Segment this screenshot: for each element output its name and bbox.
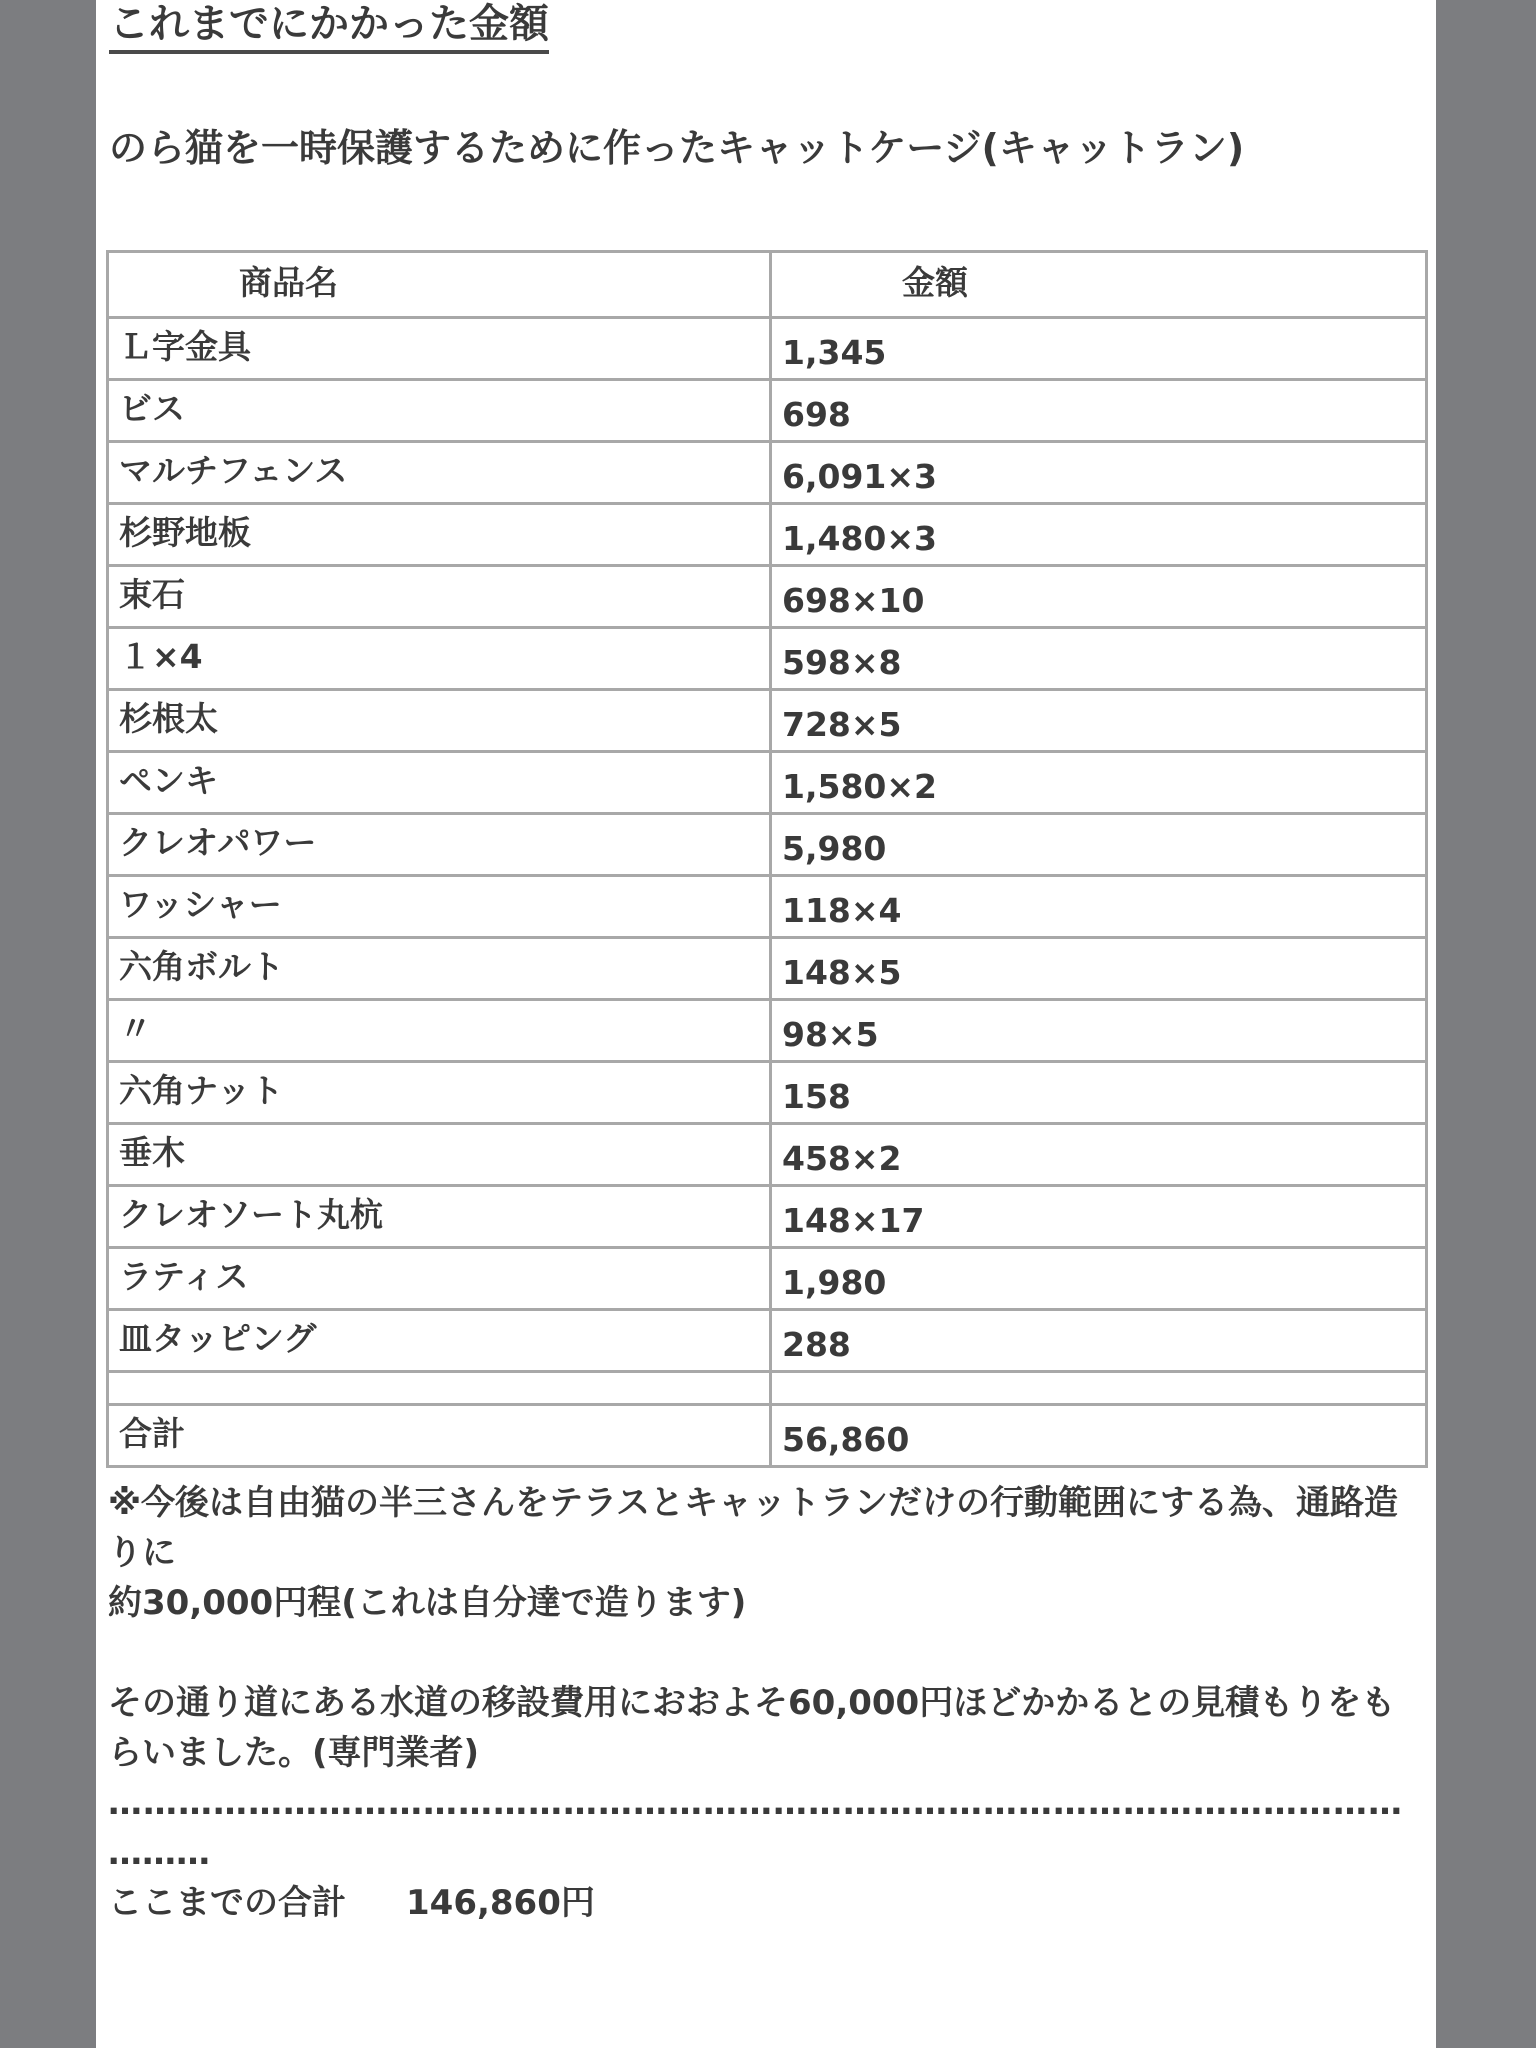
table-row <box>108 752 1427 814</box>
empty-cell <box>108 1372 771 1405</box>
item-name-cell: ラティス <box>108 1248 771 1310</box>
grand-total-line <box>108 1878 1428 1928</box>
amount-cell: 598×8 <box>771 628 1427 690</box>
empty-cell <box>771 1372 1427 1405</box>
amount-cell: 698×10 <box>771 566 1427 628</box>
note-text: 約30,000円程(これは自分達で造ります) <box>108 1583 747 1623</box>
table-row <box>108 1062 1427 1124</box>
amount-cell: 1,345 <box>771 318 1427 380</box>
spacer <box>108 1628 1428 1678</box>
item-name-cell: 杉野地板 <box>108 504 771 566</box>
item-name-cell: 六角ナット <box>108 1062 771 1124</box>
table-row <box>108 1186 1427 1248</box>
amount-cell: 698 <box>771 380 1427 442</box>
amount-cell: 1,580×2 <box>771 752 1427 814</box>
table-row <box>108 1248 1427 1310</box>
amount-cell: 158 <box>771 1062 1427 1124</box>
total-row <box>108 1405 1427 1467</box>
table-row <box>108 690 1427 752</box>
total-label-cell: 合計 <box>108 1405 771 1467</box>
notes-section <box>108 1478 1428 1928</box>
table-body <box>108 318 1427 1467</box>
empty-row <box>108 1372 1427 1405</box>
item-name-cell: 皿タッピング <box>108 1310 771 1372</box>
table-row <box>108 566 1427 628</box>
item-name-cell: ビス <box>108 380 771 442</box>
item-name-cell: 束石 <box>108 566 771 628</box>
table-row <box>108 876 1427 938</box>
amount-cell: 118×4 <box>771 876 1427 938</box>
item-name-cell: ワッシャー <box>108 876 771 938</box>
amount-cell: 1,980 <box>771 1248 1427 1310</box>
table-row <box>108 938 1427 1000</box>
table-row <box>108 1310 1427 1372</box>
dotted-separator: ……… <box>108 1833 210 1873</box>
amount-cell: 6,091×3 <box>771 442 1427 504</box>
amount-cell: 458×2 <box>771 1124 1427 1186</box>
table-row <box>108 380 1427 442</box>
item-name-cell: 垂木 <box>108 1124 771 1186</box>
amount-cell: 98×5 <box>771 1000 1427 1062</box>
note-text: その通り道にある水道の移設費用におおよそ60,000円ほどかかるとの見積もりをもらいました。(専門業者) <box>108 1683 1396 1773</box>
amount-cell: 148×5 <box>771 938 1427 1000</box>
total-amount-cell: 56,860 <box>771 1405 1427 1467</box>
column-header-item: 商品名 <box>108 252 771 318</box>
item-name-cell: マルチフェンス <box>108 442 771 504</box>
table-row <box>108 628 1427 690</box>
note-text: ※今後は自由猫の半三さんをテラスとキャットランだけの行動範囲にする為、通路造りに <box>108 1483 1399 1573</box>
table-row <box>108 1000 1427 1062</box>
grand-total-value: 146,860円 <box>406 1883 595 1923</box>
table-row <box>108 1124 1427 1186</box>
item-name-cell: 杉根太 <box>108 690 771 752</box>
section-subtitle: のら猫を一時保護するために作ったキャットケージ(キャットラン) <box>109 126 1245 170</box>
document-page <box>96 0 1436 2048</box>
amount-cell: 1,480×3 <box>771 504 1427 566</box>
table-header-row <box>108 252 1427 318</box>
column-header-amount: 金額 <box>771 252 1427 318</box>
dotted-separator: ………………………………………………………………………………………………… <box>108 1783 1403 1823</box>
page-heading: これまでにかかった金額 <box>109 0 549 54</box>
item-name-cell: １×4 <box>108 628 771 690</box>
table-row <box>108 504 1427 566</box>
amount-cell: 148×17 <box>771 1186 1427 1248</box>
item-name-cell: クレオパワー <box>108 814 771 876</box>
item-name-cell: クレオソート丸杭 <box>108 1186 771 1248</box>
amount-cell: 288 <box>771 1310 1427 1372</box>
amount-cell: 5,980 <box>771 814 1427 876</box>
cost-table <box>106 250 1428 1468</box>
item-name-cell: 六角ボルト <box>108 938 771 1000</box>
grand-total-label: ここまでの合計 <box>108 1883 346 1923</box>
table-row <box>108 442 1427 504</box>
table-row <box>108 318 1427 380</box>
amount-cell: 728×5 <box>771 690 1427 752</box>
table-row <box>108 814 1427 876</box>
item-name-cell: 〃 <box>108 1000 771 1062</box>
item-name-cell: Ｌ字金具 <box>108 318 771 380</box>
item-name-cell: ペンキ <box>108 752 771 814</box>
